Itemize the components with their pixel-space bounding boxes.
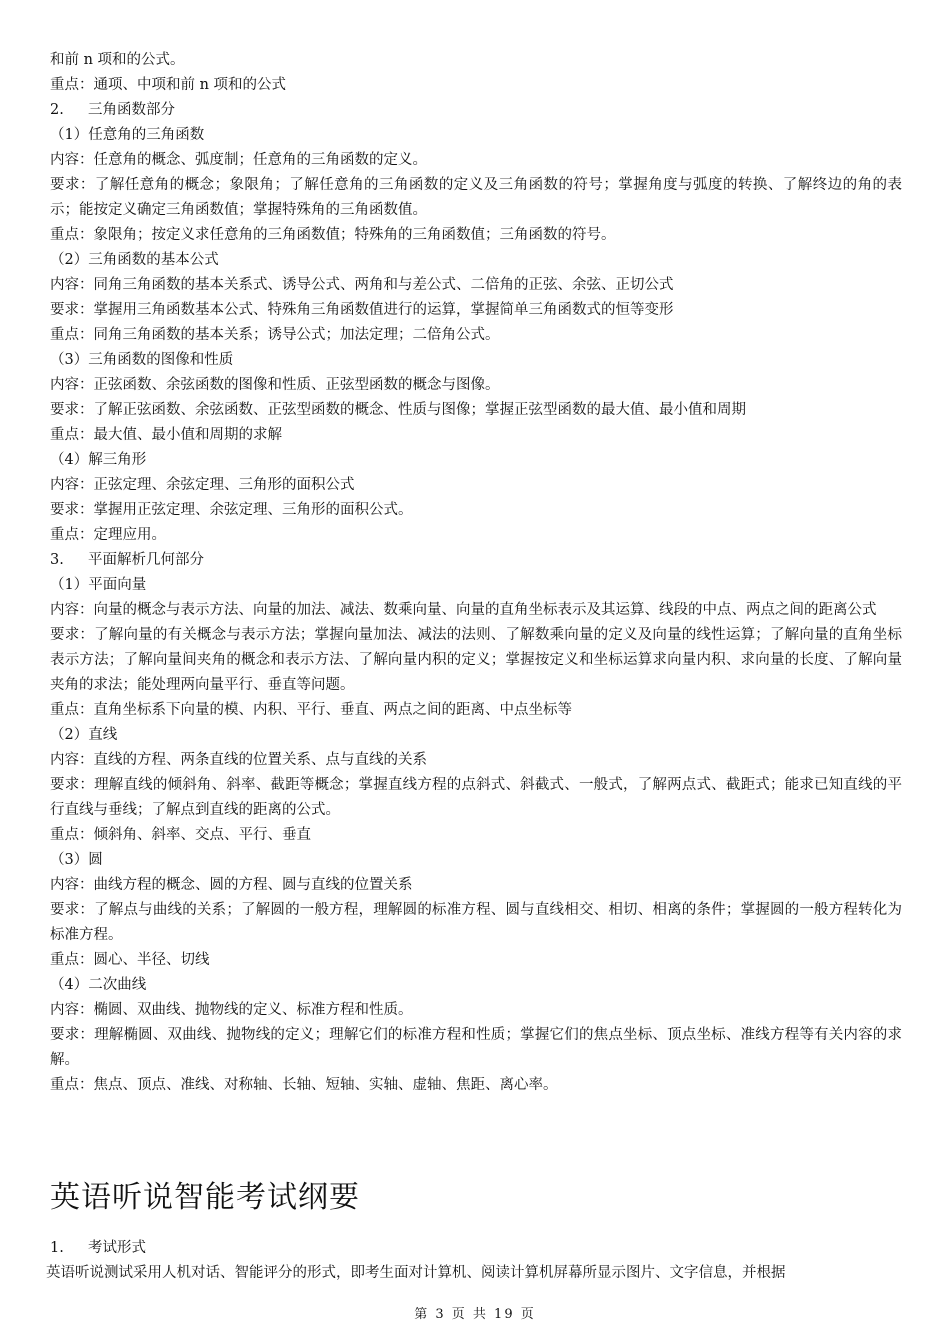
requirement-line: 要求：了解正弦函数、余弦函数、正弦型函数的概念、性质与图像；掌握正弦型函数的最大值、最小值和周期 (50, 402, 746, 418)
exam-section (46, 1236, 902, 1286)
content-line: 内容：正弦定理、余弦定理、三角形的面积公式 (50, 477, 355, 493)
requirement-paragraph: 要求：了解向量的有关概念与表示方法；掌握向量加法、减法的法则、了解数乘向量的定义及向量的线性运算；了解向量的直角坐标表示方法；了解向量间夹角的概念和表示方法、了解向量内积的定义；掌握按定义和坐标运算求向量内积、求向量的长度、了解向量夹角的求法；能处理两向量平行、垂直等问题。 (50, 627, 902, 693)
key-points-line: 重点：象限角；按定义求任意角的三角函数值；特殊角的三角函数值；三角函数的符号。 (50, 227, 616, 243)
requirement-paragraph: 要求：了解任意角的概念；象限角；了解任意角的三角函数的定义及三角函数的符号；掌握角度与弧度的转换、了解终边的角的表示；能按定义确定三角函数值；掌握特殊角的三角函数值。 (50, 177, 902, 218)
requirement-paragraph: 要求：理解椭圆、双曲线、抛物线的定义；理解它们的标准方程和性质；掌握它们的焦点坐标、顶点坐标、准线方程等有关内容的求解。 (50, 1027, 902, 1068)
subsection-title: （2）直线 (50, 727, 118, 743)
subsection-title: （4）二次曲线 (50, 977, 147, 993)
requirement-paragraph: 要求：了解点与曲线的关系；了解圆的一般方程，理解圆的标准方程、圆与直线相交、相切、相离的条件；掌握圆的一般方程转化为标准方程。 (50, 902, 902, 943)
page-footer: 第 3 页 共 19 页 (414, 1307, 536, 1322)
subsection-title: （3）三角函数的图像和性质 (50, 352, 234, 368)
content-line: 内容：直线的方程、两条直线的位置关系、点与直线的关系 (50, 752, 427, 768)
subsection-title: （1）任意角的三角函数 (50, 127, 205, 143)
section-heading-trig (50, 98, 902, 123)
text-line: 重点：通项、中项和前 n 项和的公式 (50, 77, 287, 93)
key-points-line: 重点：倾斜角、斜率、交点、平行、垂直 (50, 827, 311, 843)
key-points-line: 重点：直角坐标系下向量的模、内积、平行、垂直、两点之间的距离、中点坐标等 (50, 702, 572, 718)
exam-description-line: 英语听说测试采用人机对话、智能评分的形式，即考生面对计算机、阅读计算机屏幕所显示图片、文字信息，并根据 (46, 1265, 786, 1281)
key-points-line: 重点：焦点、顶点、准线、对称轴、长轴、短轴、实轴、虚轴、焦距、离心率。 (50, 1077, 558, 1093)
section-title: 三角函数部分 (88, 102, 175, 118)
english-exam-heading: 英语听说智能考试纲要 (50, 1180, 360, 1215)
content-line: 内容：正弦函数、余弦函数的图像和性质、正弦型函数的概念与图像。 (50, 377, 500, 393)
section-heading-geometry (50, 548, 902, 573)
requirement-line: 要求：掌握用正弦定理、余弦定理、三角形的面积公式。 (50, 502, 413, 518)
section-title: 平面解析几何部分 (88, 552, 204, 568)
key-points-line: 重点：最大值、最小值和周期的求解 (50, 427, 282, 443)
section-number: 2. (50, 102, 64, 118)
section-number: 1. (50, 1240, 64, 1256)
text-line: 和前 n 项和的公式。 (50, 52, 185, 68)
content-paragraph: 内容：向量的概念与表示方法、向量的加法、减法、数乘向量、向量的直角坐标表示及其运算、线段的中点、两点之间的距离公式 (50, 602, 877, 618)
requirement-paragraph: 要求：理解直线的倾斜角、斜率、截距等概念；掌握直线方程的点斜式、斜截式、一般式，了解两点式、截距式；能求已知直线的平行直线与垂线；了解点到直线的距离的公式。 (50, 777, 902, 818)
content-line: 内容：任意角的概念、弧度制；任意角的三角函数的定义。 (50, 152, 427, 168)
subsection-title: （2）三角函数的基本公式 (50, 252, 219, 268)
section-number: 3. (50, 552, 64, 568)
subsection-title: （1）平面向量 (50, 577, 147, 593)
section-title: 考试形式 (88, 1240, 146, 1256)
subsection-title: （3）圆 (50, 852, 103, 868)
document-body (50, 48, 902, 1098)
subsection-title: （4）解三角形 (50, 452, 147, 468)
requirement-line: 要求：掌握用三角函数基本公式、特殊角三角函数值进行的运算，掌握简单三角函数式的恒等变形 (50, 302, 674, 318)
key-points-line: 重点：圆心、半径、切线 (50, 952, 210, 968)
content-line: 内容：椭圆、双曲线、抛物线的定义、标准方程和性质。 (50, 1002, 413, 1018)
key-points-line: 重点：定理应用。 (50, 527, 166, 543)
exam-form-heading (50, 1236, 902, 1261)
content-line: 内容：同角三角函数的基本关系式、诱导公式、两角和与差公式、二倍角的正弦、余弦、正切公式 (50, 277, 674, 293)
key-points-line: 重点：同角三角函数的基本关系；诱导公式；加法定理；二倍角公式。 (50, 327, 500, 343)
content-line: 内容：曲线方程的概念、圆的方程、圆与直线的位置关系 (50, 877, 413, 893)
